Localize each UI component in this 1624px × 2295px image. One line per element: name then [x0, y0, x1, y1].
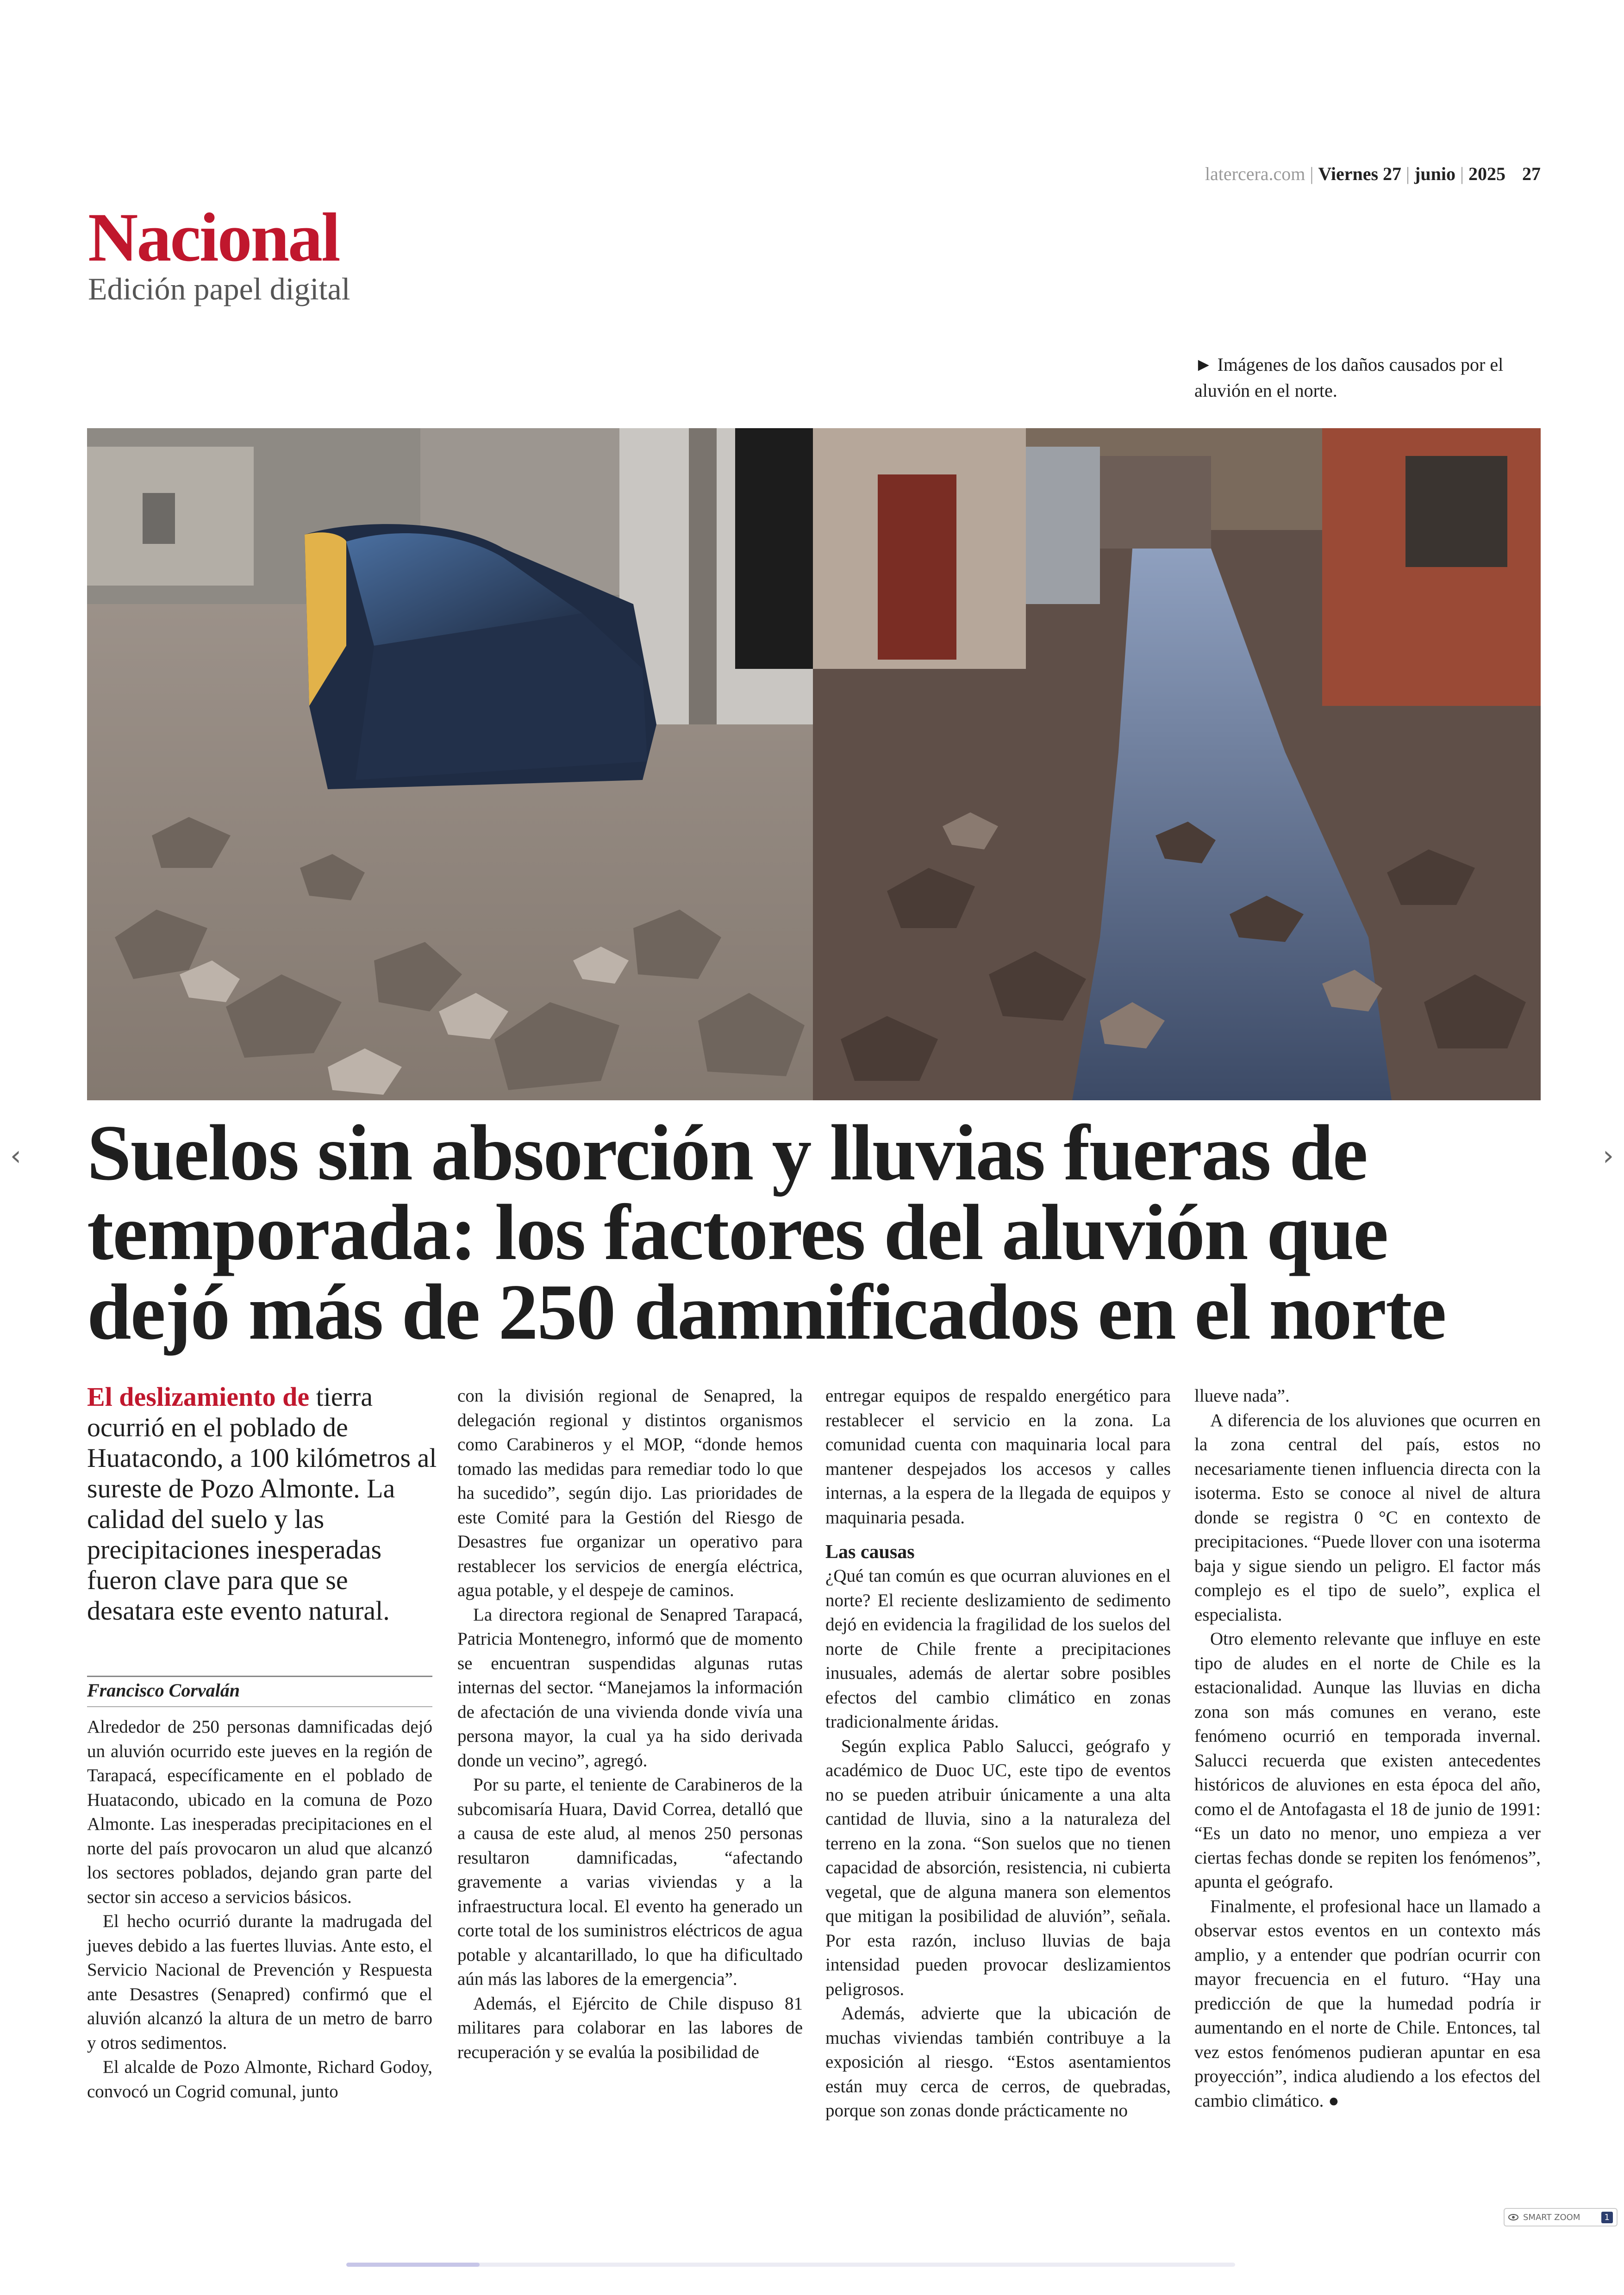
article-column-3 [825, 1384, 1171, 2123]
section-title: Nacional [88, 199, 339, 276]
paragraph: Además, advierte que la ubicación de muchas viviendas también contribuye a la exposición al riesgo. “Estos asentamientos están muy cerca de cerros, de quebradas, porque son zonas donde prácticamente no [825, 2003, 1171, 2120]
eye-icon [1508, 2214, 1518, 2220]
paragraph: llueve nada”. [1194, 1386, 1290, 1406]
photo-flooded-street [813, 428, 1541, 1100]
page-scroll-thumb[interactable] [346, 2263, 480, 2267]
paragraph: Por su parte, el teniente de Carabineros de la subcomisaría Huara, David Correa, detalló que a causa de este alud, al menos 250 personas resultaron damnificadas, “afectando gravemente a varias viviendas y a la infraestructura local. El evento ha generado un corte total de los suministros eléctricos de agua potable y alcantarillado, lo que ha dificultado aún más las labores de la emergencia”. [457, 1775, 803, 1989]
lead-text: tierra ocurrió en el poblado de Huatacondo, a 100 kilómetros al sureste de Pozo Almonte. La calidad del suelo y las precipitaciones inesperadas fueron clave para que se desatara este evento natural. [87, 1382, 437, 1626]
article-lead [87, 1382, 437, 1626]
page-scroll-bar[interactable] [346, 2263, 1235, 2267]
photo-buried-car [87, 428, 813, 1100]
masthead: latercera.com | Viernes 27 | junio | 2025 27 [1205, 163, 1541, 184]
page-count-badge: 1 [1601, 2212, 1613, 2223]
paragraph: Otro elemento relevante que influye en este tipo de aludes en el norte de Chile es la estacionalidad. Aunque las lluvias en dicha zona son más comunes en verano, este fenómeno ocurrió en temporada invernal. Salucci recuerda que existen antecedentes históricos de aluviones en esta época del año, como el de Antofagasta el 18 de junio de 1991: “Es un dato no menor, uno empieza a ver ciertas fechas donde se repiten los fenómenos”, apunta el geógrafo. [1194, 1629, 1541, 1892]
paragraph: El alcalde de Pozo Almonte, Richard Godoy, convocó un Cogrid comunal, junto [87, 2057, 432, 2102]
lead-kicker: El deslizamiento de [87, 1382, 310, 1412]
subhead: Las causas [825, 1541, 915, 1563]
paragraph: entregar equipos de respaldo energético para restablecer el servicio en la zona. La comunidad cuenta con maquinaria local para mantener despejados los accesos y calles internas, a la espera de la llegada de equipos y maquinaria pesada. [825, 1386, 1171, 1528]
paragraph: La directora regional de Senapred Tarapacá, Patricia Montenegro, informó que de momento se encuentran suspendidas algunas rutas internas del sector. “Manejamos la información de afectación de una vivienda donde vivía una persona mayor, la cual ya ha sido derivada donde un vecino”, agregó. [457, 1604, 803, 1771]
paragraph: Según explica Pablo Salucci, geógrafo y académico de Duoc UC, este tipo de eventos no se pueden atribuir únicamente a una alta cantidad de lluvia, sino a la naturaleza del terreno en la zona. “Son suelos que no tienen capacidad de absorción, resistencia, ni cubierta vegetal, que de alguna manera son elementos que mitigan la posibilidad de aluvión”, señala. Por esta razón, incluso lluvias de baja intensidad pueden provocar deslizamientos peligrosos. [825, 1736, 1171, 1999]
byline-rule [87, 1676, 432, 1677]
paragraph: El hecho ocurrió durante la madrugada del jueves debido a las fuertes lluvias. Ante esto, el Servicio Nacional de Prevención y Respuesta ante Desastres (Senapred) confirmó que el aluvión alcanzó la altura de un metro de barro y otros sedimentos. [87, 1911, 432, 2053]
date-month: junio [1414, 163, 1455, 184]
paragraph: con la división regional de Senapred, la delegación regional y distintos organismos como Carabineros y el MOP, “donde hemos tomado las medidas para remediar todo lo que ha sucedido”, según dijo. Las prioridades de este Comité para la Gestión del Riesgo de Desastres fue organizar un operativo para restablecer los servicios de energía eléctrica, agua potable, y el despeje de caminos. [457, 1386, 803, 1600]
photo-caption: ► Imágenes de los daños causados por el aluvión en el norte. [1194, 354, 1504, 401]
page-number: 27 [1522, 163, 1541, 184]
headline: Suelos sin absorción y lluvias fueras de temporada: los factores del aluvión que dejó más de 250 damnificados en el norte [87, 1109, 1446, 1356]
paragraph: ¿Qué tan común es que ocurran aluviones en el norte? El reciente deslizamiento de sedimento dejó en evidencia la fragilidad de los suelos del norte de Chile frente a precipitaciones inusuales, además de alertar sobre posibles efectos del cambio climático en zonas tradicionalmente áridas. [825, 1566, 1171, 1732]
paragraph: A diferencia de los aluviones que ocurren en la zona central del país, estos no necesariamente tienen influencia directa con la isoterma. Esto se conoce al nivel de altura donde se registra 0 °C en contexto de precipitaciones. “Puede llover con una isoterma baja y sigue siendo un peligro. El factor más complejo es el tipo de suelo”, explica el especialista. [1194, 1410, 1541, 1625]
date-year: 2025 [1468, 163, 1505, 184]
edition-label: Edición papel digital [88, 271, 350, 306]
smart-zoom-button[interactable] [1504, 2208, 1618, 2226]
date-day: Viernes 27 [1318, 163, 1402, 184]
smart-zoom-label: SMART ZOOM [1523, 2212, 1580, 2222]
article-column-1 [87, 1715, 432, 2104]
byline: Francisco Corvalán [87, 1680, 240, 1701]
article-column-4 [1194, 1384, 1541, 2113]
site-name: latercera.com [1205, 163, 1305, 184]
paragraph: Además, el Ejército de Chile dispuso 81 militares para colaborar en las labores de recuperación y se evalúa la posibilidad de [457, 1993, 803, 2062]
paragraph: Finalmente, el profesional hace un llamado a observar estos eventos en un contexto más amplio, y a entender que podrían ocurrir con mayor frecuencia en el futuro. “Hay una predicción de que la humedad podría ir aumentando en el norte de Chile. Entonces, tal vez estos fenómenos pudieran apuntar en esa proyección”, indica aludiendo a los efectos del cambio climático. ● [1194, 1896, 1541, 2111]
prev-page-chevron-icon[interactable]: ‹ [10, 1140, 21, 1172]
next-page-chevron-icon[interactable]: › [1603, 1140, 1614, 1172]
byline-rule-bottom [87, 1706, 432, 1707]
paragraph: Alrededor de 250 personas damnificadas dejó un aluvión ocurrido este jueves en la región de Tarapacá, específicamente en el poblado de Huatacondo, ubicado en la comuna de Pozo Almonte. Las inesperadas precipitaciones en el norte del país provocaron un alud que alcanzó los sectores poblados, dejando gran parte del sector sin acceso a servicios básicos. [87, 1717, 432, 1907]
article-column-2 [457, 1384, 803, 2064]
